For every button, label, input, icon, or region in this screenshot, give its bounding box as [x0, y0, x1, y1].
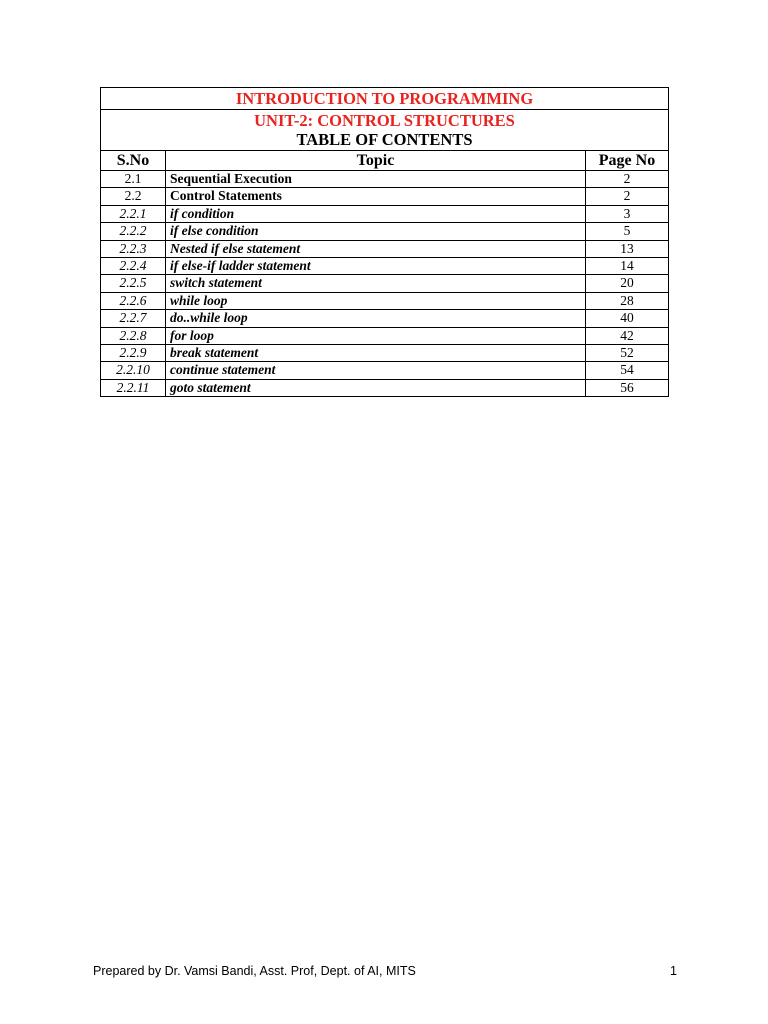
row-topic: for loop	[166, 327, 586, 344]
row-page-number: 42	[586, 327, 669, 344]
row-topic: if else-if ladder statement	[166, 258, 586, 275]
column-header-row	[101, 151, 669, 171]
row-page-number: 20	[586, 275, 669, 292]
row-page-number: 14	[586, 258, 669, 275]
page-footer	[93, 964, 677, 982]
row-sno: 2.2.11	[101, 379, 166, 396]
row-topic: continue statement	[166, 362, 586, 379]
table-row	[101, 327, 669, 344]
table-row	[101, 223, 669, 240]
row-page-number: 40	[586, 310, 669, 327]
row-sno: 2.2.1	[101, 205, 166, 222]
title-row	[101, 88, 669, 110]
row-topic: do..while loop	[166, 310, 586, 327]
row-page-number: 52	[586, 345, 669, 362]
row-topic: Sequential Execution	[166, 171, 586, 188]
row-sno: 2.2.4	[101, 258, 166, 275]
row-page-number: 2	[586, 171, 669, 188]
row-page-number: 5	[586, 223, 669, 240]
row-page-number: 13	[586, 240, 669, 257]
row-sno: 2.2	[101, 188, 166, 205]
table-row	[101, 379, 669, 396]
toc-rows	[101, 171, 669, 397]
table-row	[101, 205, 669, 222]
unit-heading-cell	[101, 110, 669, 151]
row-page-number: 2	[586, 188, 669, 205]
row-page-number: 56	[586, 379, 669, 396]
row-page-number: 54	[586, 362, 669, 379]
row-sno: 2.2.8	[101, 327, 166, 344]
table-row	[101, 188, 669, 205]
table-row	[101, 275, 669, 292]
table-row	[101, 171, 669, 188]
row-topic: break statement	[166, 345, 586, 362]
row-page-number: 3	[586, 205, 669, 222]
row-topic: switch statement	[166, 275, 586, 292]
table-of-contents	[100, 87, 669, 397]
document-title: INTRODUCTION TO PROGRAMMING	[101, 88, 669, 110]
column-header-sno: S.No	[101, 151, 166, 171]
row-sno: 2.2.2	[101, 223, 166, 240]
row-topic: Control Statements	[166, 188, 586, 205]
table-row	[101, 345, 669, 362]
row-sno: 2.2.3	[101, 240, 166, 257]
table-row	[101, 362, 669, 379]
footer-credit: Prepared by Dr. Vamsi Bandi, Asst. Prof, Dept. of AI, MITS	[93, 964, 416, 978]
row-topic: while loop	[166, 292, 586, 309]
row-topic: if condition	[166, 205, 586, 222]
row-sno: 2.2.10	[101, 362, 166, 379]
row-sno: 2.1	[101, 171, 166, 188]
column-header-topic: Topic	[166, 151, 586, 171]
row-sno: 2.2.7	[101, 310, 166, 327]
row-topic: goto statement	[166, 379, 586, 396]
table-row	[101, 240, 669, 257]
column-header-page: Page No	[586, 151, 669, 171]
row-sno: 2.2.6	[101, 292, 166, 309]
row-sno: 2.2.5	[101, 275, 166, 292]
page-number: 1	[670, 964, 677, 978]
table-row	[101, 310, 669, 327]
row-topic: Nested if else statement	[166, 240, 586, 257]
row-topic: if else condition	[166, 223, 586, 240]
unit-row	[101, 110, 669, 151]
toc-heading: TABLE OF CONTENTS	[296, 130, 473, 149]
row-page-number: 28	[586, 292, 669, 309]
table-row	[101, 258, 669, 275]
unit-heading: UNIT-2: CONTROL STRUCTURES	[254, 111, 515, 130]
table-row	[101, 292, 669, 309]
row-sno: 2.2.9	[101, 345, 166, 362]
